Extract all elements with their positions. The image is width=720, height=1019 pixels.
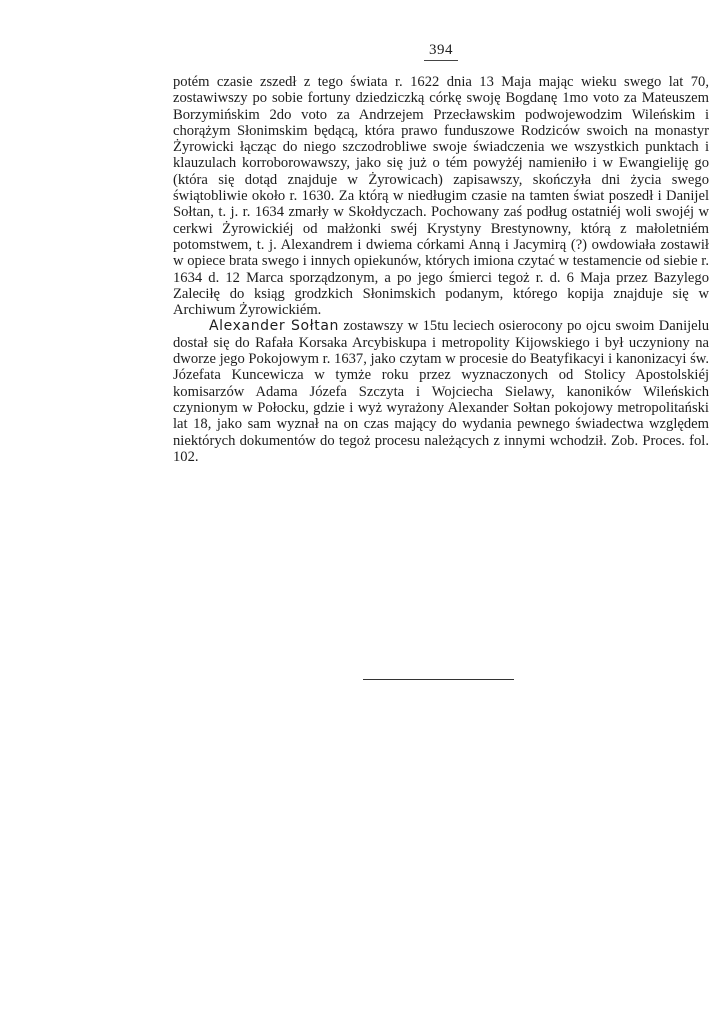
page-number: 394	[424, 42, 458, 61]
paragraph-1: potém czasie zszedł z tego świata r. 1622 dnia 13 Maja mając wieku swego lat 70, zostawiwszy po sobie fortuny dziedziczką córkę swoję Bogdanę 1mo voto za Mateuszem Borzymińskim 2do voto za Andrzejem Przecławskim podwojewodzim Wileńskim i chorążym Słonimskim będącą, która prawo funduszowe Rodziców swoich na monastyr Żyrowicki łącząc do niego szczodrobliwe swoje świadczenia we wszystkich punktach i klauzulach korroborowawszy, jako się już o tém powyżéj namieniło i w Ewangieliję go (która się dotąd znajduje w Żyrowicach) zapisawszy, skończyła dni życia swego świątobliwie około r. 1630. Za którą w niedługim czasie na tamten świat poszedł i Danijel Sołtan, t. j. r. 1634 zmarły w Skołdyczach. Pochowany zaś podług ostatniéj woli swojéj w cerkwi Żyrowickiéj od małżonki swéj Krystyny Brestynowny, którą z małoletniém potomstwem, t. j. Alexandrem i dwiema córkami Anną i Jacymirą (?) owdowiała zostawił w opiece brata swego i innych opiekunów, których imiona czytać w testamencie od siebie r. 1634 d. 12 Marca sporządzonym, a po jego śmierci tegoż r. d. 6 Maja przez Bazylego Zaleciłę do ksiąg grodzkich Słonimskich podanym, którego kopija znajduje się w Archiwum Żyrowickiém.	[173, 74, 709, 319]
paragraph-2	[173, 318, 709, 465]
body-text	[173, 74, 709, 465]
paragraph-2-text: zostawszy w 15tu leciech osierocony po ojcu swoim Danijelu dostał się do Rafała Korsaka Arcybiskupa i metropolity Kijowskiego i był uczyniony na dworze jego Pokojowym r. 1637, jako czytam w procesie do Beatyfikacyi i kanonizacyi św. Józefata Kuncewicza w tymże roku przez wyznaczonych od Stolicy Apostolskiéj komisarzów Adama Józefa Szczyta i Wojciecha Sielawy, kanoników Wileńskich czynionym w Połocku, gdzie i wyż wyrażony Alexander Sołtan pokojowy metropolitański lat 18, jako sam wyznał na on czas mający do wydania pewnego świadectwa względem niektórych dokumentów do tegoż procesu należących z innymi wchodził. Zob. Proces. fol. 102.	[173, 318, 710, 465]
person-name-heading: Alexander Sołtan	[209, 318, 339, 335]
end-rule	[363, 679, 514, 680]
